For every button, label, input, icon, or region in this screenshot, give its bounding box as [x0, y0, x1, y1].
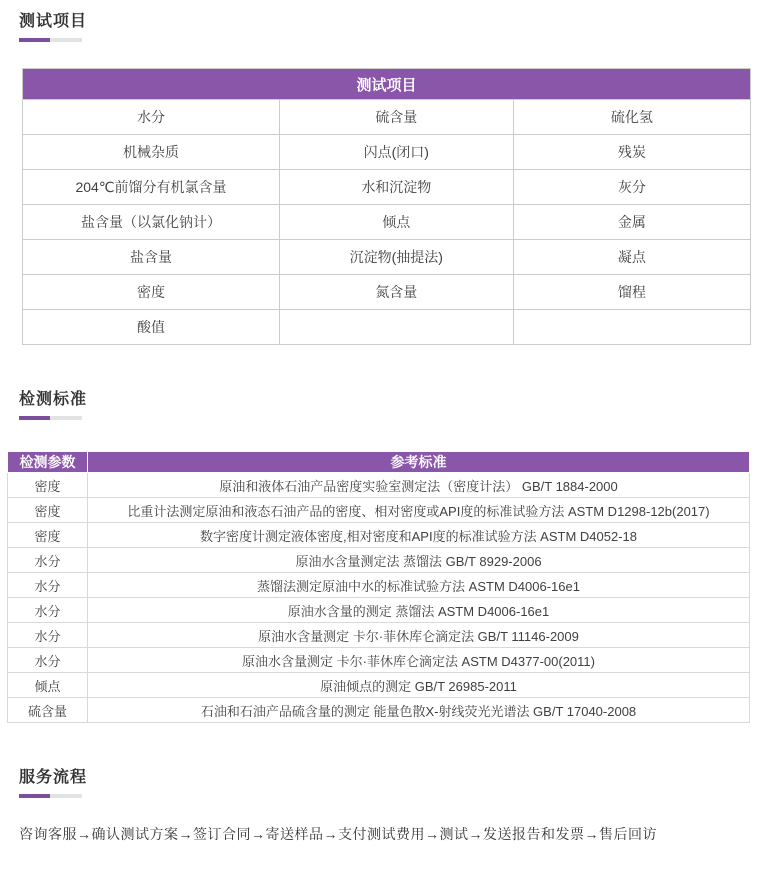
param-cell: 水分	[8, 623, 88, 648]
table-row	[8, 573, 750, 598]
heading-underline	[19, 38, 82, 42]
param-cell: 倾点	[8, 673, 88, 698]
service-flow-text: 咨询客服→确认测试方案→签订合同→寄送样品→支付测试费用→测试→发送报告和发票→售后回访	[19, 826, 657, 842]
test-item-cell: 酸值	[23, 310, 280, 345]
heading-underline	[19, 416, 82, 420]
table-row	[8, 598, 750, 623]
table-row	[8, 473, 750, 498]
test-item-cell: 204℃前馏分有机氯含量	[23, 170, 280, 205]
table-row	[8, 623, 750, 648]
param-cell: 硫含量	[8, 698, 88, 723]
test-items-table-title: 测试项目	[23, 69, 751, 100]
standard-cell: 蒸馏法测定原油中水的标准试验方法 ASTM D4006-16e1	[88, 573, 750, 598]
table-header-row	[23, 69, 751, 100]
table-row	[23, 135, 751, 170]
standard-cell: 原油水含量测定 卡尔·菲休库仑滴定法 GB/T 11146-2009	[88, 623, 750, 648]
test-item-cell	[279, 310, 513, 345]
table-row	[23, 205, 751, 240]
standard-cell: 原油倾点的测定 GB/T 26985-2011	[88, 673, 750, 698]
test-item-cell: 硫化氢	[513, 100, 750, 135]
table-row	[8, 698, 750, 723]
test-item-cell: 沉淀物(抽提法)	[279, 240, 513, 275]
table-row	[8, 648, 750, 673]
table-row	[8, 673, 750, 698]
spacer	[0, 844, 782, 884]
test-item-cell: 密度	[23, 275, 280, 310]
test-item-cell: 氮含量	[279, 275, 513, 310]
standard-cell: 比重计法测定原油和液态石油产品的密度、相对密度或API度的标准试验方法 ASTM D1298-12b(2017)	[88, 498, 750, 523]
section-heading-standards: 检测标准	[19, 391, 88, 408]
standard-cell: 原油和液体石油产品密度实验室测定法（密度计法） GB/T 1884-2000	[88, 473, 750, 498]
test-item-cell: 馏程	[513, 275, 750, 310]
test-item-cell: 机械杂质	[23, 135, 280, 170]
test-item-cell: 残炭	[513, 135, 750, 170]
test-item-cell: 盐含量（以氯化钠计）	[23, 205, 280, 240]
standard-cell: 数字密度计测定液体密度,相对密度和API度的标准试验方法 ASTM D4052-18	[88, 523, 750, 548]
heading-underline	[19, 794, 82, 798]
table-row	[23, 100, 751, 135]
table-row	[23, 310, 751, 345]
standards-table	[7, 451, 750, 723]
standard-cell: 原油水含量测定 卡尔·菲休库仑滴定法 ASTM D4377-00(2011)	[88, 648, 750, 673]
test-item-cell: 凝点	[513, 240, 750, 275]
param-cell: 水分	[8, 573, 88, 598]
test-items-table	[22, 68, 751, 345]
table-row	[8, 498, 750, 523]
table-row	[23, 170, 751, 205]
test-item-cell	[513, 310, 750, 345]
standard-cell: 原油水含量的测定 蒸馏法 ASTM D4006-16e1	[88, 598, 750, 623]
standards-col-standard-header: 参考标准	[88, 452, 750, 473]
section-heading-service-flow: 服务流程	[19, 769, 88, 786]
table-header-row	[8, 452, 750, 473]
param-cell: 密度	[8, 498, 88, 523]
table-row	[23, 240, 751, 275]
standard-cell: 原油水含量测定法 蒸馏法 GB/T 8929-2006	[88, 548, 750, 573]
test-item-cell: 盐含量	[23, 240, 280, 275]
test-item-cell: 水分	[23, 100, 280, 135]
param-cell: 水分	[8, 648, 88, 673]
spacer	[0, 345, 782, 390]
table-row	[8, 523, 750, 548]
section-heading-test-items: 测试项目	[19, 13, 88, 30]
param-cell: 密度	[8, 473, 88, 498]
test-item-cell: 水和沉淀物	[279, 170, 513, 205]
standard-cell: 石油和石油产品硫含量的测定 能量色散X-射线荧光光谱法 GB/T 17040-2008	[88, 698, 750, 723]
table-row	[8, 548, 750, 573]
standards-col-param-header: 检测参数	[8, 452, 88, 473]
test-item-cell: 金属	[513, 205, 750, 240]
param-cell: 水分	[8, 548, 88, 573]
test-item-cell: 倾点	[279, 205, 513, 240]
param-cell: 水分	[8, 598, 88, 623]
test-item-cell: 灰分	[513, 170, 750, 205]
test-item-cell: 硫含量	[279, 100, 513, 135]
table-row	[23, 275, 751, 310]
test-item-cell: 闪点(闭口)	[279, 135, 513, 170]
param-cell: 密度	[8, 523, 88, 548]
spacer	[0, 723, 782, 768]
